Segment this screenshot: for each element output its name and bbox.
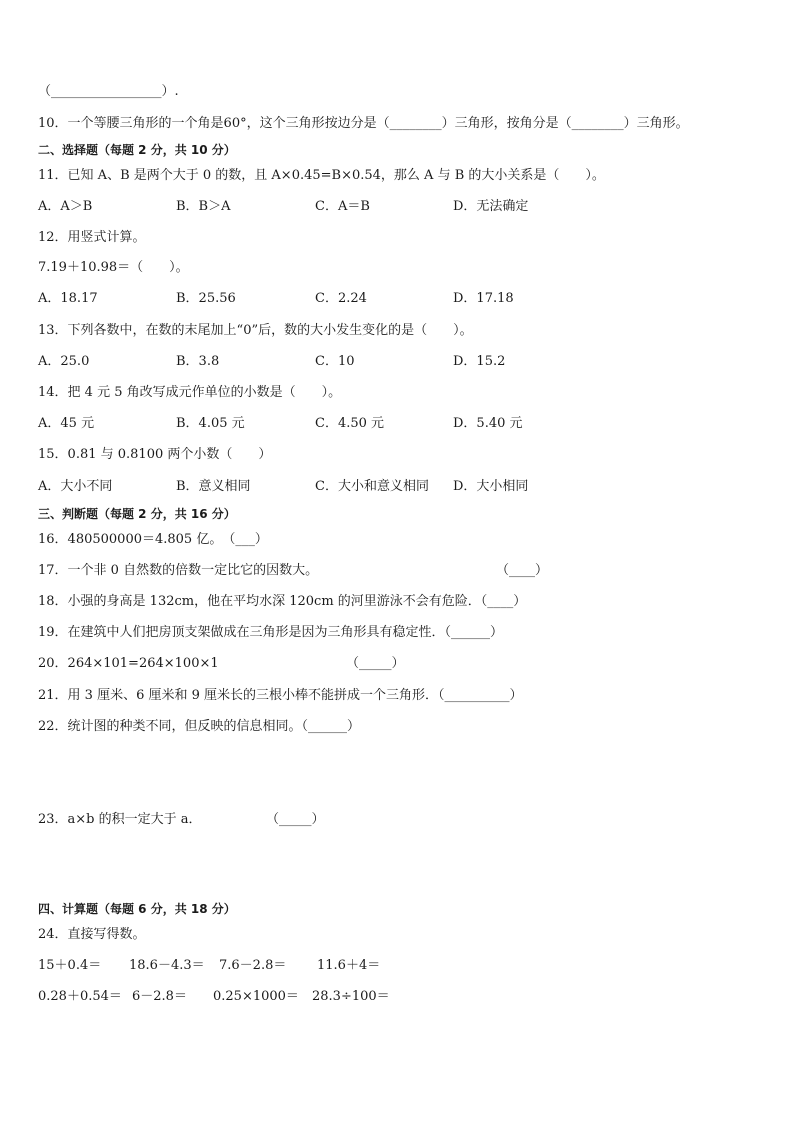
calc-item: 6－2.8＝ xyxy=(132,989,187,1004)
q13-option-a[interactable]: A．25.0 xyxy=(38,354,90,369)
question-12: 12．用竖式计算。 xyxy=(38,230,146,245)
q13-option-d[interactable]: D．15.2 xyxy=(453,354,506,369)
q12-option-a[interactable]: A．18.17 xyxy=(38,291,98,306)
q14-option-a[interactable]: A．45 元 xyxy=(38,416,95,431)
q14-option-b[interactable]: B．4.05 元 xyxy=(176,416,245,431)
question-21: 21．用 3 厘米、6 厘米和 9 厘米长的三根小棒不能拼成一个三角形．（__________） xyxy=(38,688,523,703)
q17-answer-blank[interactable]: （____） xyxy=(496,563,549,578)
question-15: 15．0.81 与 0.8100 两个小数（ ） xyxy=(38,447,272,462)
question-24: 24．直接写得数。 xyxy=(38,927,146,942)
q15-option-c[interactable]: C．大小和意义相同 xyxy=(315,479,429,494)
question-12-expression: 7.19＋10.98＝（ ）。 xyxy=(38,260,189,275)
q12-option-b[interactable]: B．25.56 xyxy=(176,291,236,306)
section-calc-heading: 四、计算题（每题 6 分，共 18 分） xyxy=(38,902,236,916)
q15-option-a[interactable]: A．大小不同 xyxy=(38,479,113,494)
q11-option-b[interactable]: B．B＞A xyxy=(176,199,231,214)
question-20: 20．264×101=264×100×1 xyxy=(38,656,219,671)
question-16: 16．480500000＝4.805 亿。 （___） xyxy=(38,532,268,547)
q15-option-b[interactable]: B．意义相同 xyxy=(176,479,251,494)
calc-item: 11.6＋4＝ xyxy=(317,958,381,973)
q11-option-d[interactable]: D．无法确定 xyxy=(453,199,529,214)
q20-answer-blank[interactable]: （_____） xyxy=(346,656,405,671)
question-14: 14．把 4 元 5 角改写成元作单位的小数是（ ）。 xyxy=(38,385,342,400)
question-10: 10．一个等腰三角形的一个角是60°，这个三角形按边分是（________）三角形，按角分是（________）三角形。 xyxy=(38,116,689,131)
question-23: 23．a×b 的积一定大于 a． xyxy=(38,812,202,827)
calc-item: 0.25×1000＝ xyxy=(213,989,299,1004)
q23-answer-blank[interactable]: （_____） xyxy=(266,812,325,827)
section-judge-heading: 三、判断题（每题 2 分，共 16 分） xyxy=(38,507,236,521)
q12-option-c[interactable]: C．2.24 xyxy=(315,291,367,306)
calc-item: 28.3÷100＝ xyxy=(312,989,390,1004)
question-11: 11．已知 A、B 是两个大于 0 的数，且 A×0.45=B×0.54，那么 A 与 B 的大小关系是（ ）。 xyxy=(38,168,605,183)
q11-option-a[interactable]: A．A＞B xyxy=(38,199,93,214)
question-22: 22．统计图的种类不同，但反映的信息相同。（______） xyxy=(38,719,361,734)
calc-item: 18.6－4.3＝ xyxy=(129,958,205,973)
q13-option-b[interactable]: B．3.8 xyxy=(176,354,220,369)
blank-line-top: （_________________）. xyxy=(38,84,179,99)
q14-option-d[interactable]: D．5.40 元 xyxy=(453,416,523,431)
calc-item: 7.6－2.8＝ xyxy=(219,958,287,973)
question-19: 19．在建筑中人们把房顶支架做成在三角形是因为三角形具有稳定性．（______） xyxy=(38,625,504,640)
q14-option-c[interactable]: C．4.50 元 xyxy=(315,416,385,431)
calc-item: 0.28＋0.54＝ xyxy=(38,989,122,1004)
calc-item: 15＋0.4＝ xyxy=(38,958,102,973)
section-choice-heading: 二、选择题（每题 2 分，共 10 分） xyxy=(38,143,236,157)
question-13: 13．下列各数中，在数的末尾加上“0”后，数的大小发生变化的是（ ）。 xyxy=(38,323,473,338)
q11-option-c[interactable]: C．A＝B xyxy=(315,199,370,214)
q13-option-c[interactable]: C．10 xyxy=(315,354,355,369)
q15-option-d[interactable]: D．大小相同 xyxy=(453,479,529,494)
question-17: 17．一个非 0 自然数的倍数一定比它的因数大。 xyxy=(38,563,319,578)
q12-option-d[interactable]: D．17.18 xyxy=(453,291,514,306)
question-18: 18．小强的身高是 132cm，他在平均水深 120cm 的河里游泳不会有危险．（____） xyxy=(38,594,527,609)
